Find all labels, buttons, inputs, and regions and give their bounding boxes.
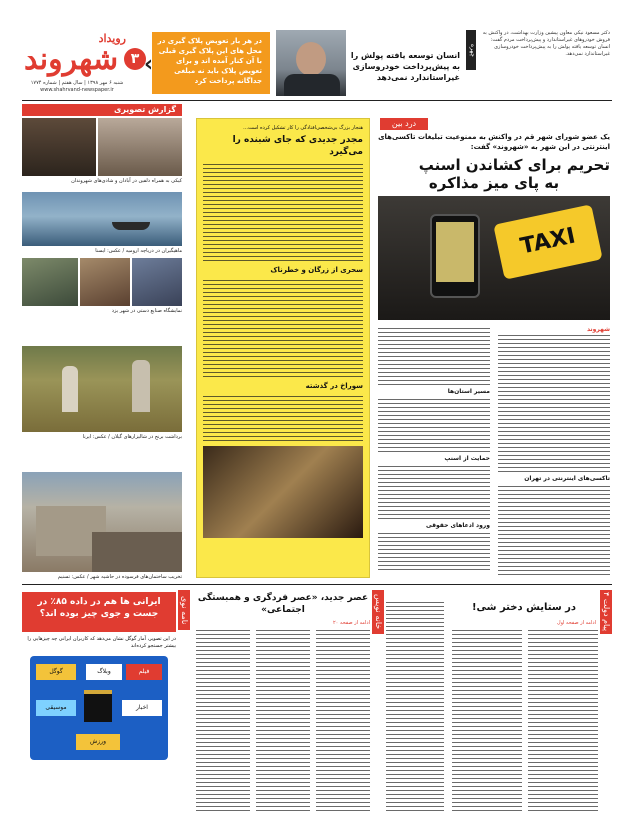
photo-3-right — [132, 258, 182, 306]
article-2-body-col-1 — [196, 628, 250, 814]
article-1-body-col-1 — [386, 600, 444, 814]
bottom-left-label: نامه نوی — [180, 595, 189, 625]
photo-caption-3: نمایشگاه صنایع دستی در شهر یزد — [111, 308, 182, 314]
bottom-right-label: پیام دولت ۴ — [602, 592, 611, 632]
main-subhead-4: تاکسی‌های اینترنتی در تهران — [524, 475, 610, 482]
yellow-body-3 — [203, 394, 363, 442]
main-body-col-right — [498, 326, 610, 578]
interview-tag — [466, 30, 476, 70]
article-1-body-col-2 — [452, 628, 522, 814]
infographic-item-4: اخبار — [122, 700, 162, 716]
photo-1-ship-room — [22, 118, 96, 176]
main-subhead-2: حمایت از اسنپ — [444, 455, 490, 462]
logo-block — [22, 32, 132, 94]
phone-screen-map — [436, 222, 474, 282]
quote-icon: ‹ — [144, 52, 154, 77]
portrait-suit — [284, 74, 340, 96]
infographic-title-box — [22, 592, 176, 632]
main-headline-1: تحریم برای کشاندن اسنپ — [418, 156, 610, 174]
main-body-text-3 — [378, 464, 490, 520]
boat — [112, 222, 150, 230]
orange-teaser-text: در هر بار تعویض پلاک گیری در محل های این پلاک گیری قبلی با آن کنار آمده اند و برای تعویض پلاک باید نه مبلغی جداگانه پرداخت کرد — [157, 37, 262, 85]
main-body-col-left — [378, 326, 490, 578]
bottom-left-tag — [178, 590, 190, 630]
phone-in-hand — [430, 214, 480, 298]
taxi-sign-text: TAXI — [518, 223, 578, 260]
logo-word: شهروند — [24, 42, 119, 77]
interview-headline: انسان توسعه یافته پولش را به پیش‌پرداخت خودروسازی غیراستاندارد نمی‌دهد — [350, 51, 460, 82]
photo-1-courtyard — [98, 118, 182, 176]
infographic-item-0: گوگل — [36, 664, 76, 680]
infographic-item-3: موسیقی — [36, 700, 76, 716]
photo-3-left — [22, 258, 78, 306]
infographic-title: ایرانی ها هم در داده ۸۵٪ در جست و جوی چیز بوده اند؟ — [37, 597, 161, 619]
photo-report-header — [22, 104, 182, 116]
infographic-item-2: فیلم — [126, 664, 162, 680]
interview-portrait — [276, 30, 346, 96]
main-section-tag — [380, 118, 428, 130]
main-subhead-3: ورود ادعاهای حقوقی — [426, 522, 490, 529]
taxi-photo — [378, 196, 610, 320]
main-body-text-2 — [378, 397, 490, 453]
top-right-text — [480, 30, 610, 94]
article-2-title: عصر جدید، «عصر فردگری و همبستگی اجتماعی» — [197, 593, 369, 615]
photo-caption-2: ماهیگیران در دریاچه ارومیه / عکس: ایسنا — [95, 248, 182, 254]
interview-tag-label: چهره — [469, 43, 476, 57]
taxi-sign — [493, 204, 602, 280]
yellow-column — [196, 118, 370, 578]
main-body-text-1 — [378, 326, 490, 386]
bottom-rule — [22, 584, 612, 585]
photo-3-mid — [80, 258, 130, 306]
photo-4-rice-field — [22, 346, 182, 432]
yellow-body-1 — [203, 162, 363, 262]
main-body-text-6 — [498, 484, 610, 576]
photo-2-lake — [22, 192, 182, 246]
orange-teaser-box — [144, 32, 270, 94]
ruin-rubble — [92, 532, 182, 572]
farmer-1 — [62, 366, 78, 412]
yellow-subhead-1: سحری از زرگان و خطرناک — [270, 266, 363, 274]
infographic-kaaba-icon — [84, 690, 112, 722]
infographic-panel — [30, 656, 168, 760]
farmer-2 — [132, 360, 150, 412]
yellow-photo-jewelry — [203, 446, 363, 538]
top-right-paragraph: دکتر مسعود نیکی معاون پیشین وزارت بهداشت، در واکنش به فروش خودروهای غیراستاندارد و پیش‌پرداخت مردم گفت: انسان توسعه یافته پولش را به پیش‌پرداخت خودروسازی غیراستاندارد نمی‌دهد. — [482, 30, 610, 57]
photo-5-ruins — [22, 472, 182, 572]
main-section-label: درد بین — [391, 119, 417, 128]
infographic-subtitle: در این تصویر، آمار گوگل نشان می‌دهد که کاربران ایرانی چه چیزهایی را بیشتر جستجو کرده‌اند — [27, 636, 176, 649]
main-body-text-4 — [378, 531, 490, 571]
bottom-mid-label: خانه نویس — [374, 594, 383, 630]
yellow-top-note: هنجار بزرگ بی‌شخصی‌افتادگی را کار تشکیل کرده است... — [243, 125, 363, 131]
infographic-item-1: وبلاگ — [86, 664, 122, 680]
photo-report-label: گزارش تصویری — [113, 105, 176, 114]
page-number-badge — [124, 48, 146, 70]
page-number: ۳ — [130, 51, 140, 67]
article-2-body-col-2 — [256, 628, 310, 814]
bottom-mid-tag — [372, 590, 384, 634]
photo-caption-4: برداشت برنج در شالیزارهای گیلان / عکس: ایرنا — [82, 434, 182, 440]
yellow-subhead-2: سوراخ در گذشته — [305, 382, 363, 390]
date-line: شنبه ۶ مهر ۱۳۹۸ | سال هفتم | شماره ۱۷۷۴ — [30, 80, 124, 86]
website: www.shahrvand-newspaper.ir — [40, 87, 114, 93]
bottom-right-tag — [600, 590, 612, 634]
main-body-text-5 — [498, 333, 610, 473]
yellow-body-2 — [203, 278, 363, 378]
photo-caption-5: تخریب ساختمان‌های فرسوده در حاشیه شهر / عکس: تسنیم — [57, 574, 182, 580]
article-2-byline: ادامه از صفحه ۲۰ — [333, 620, 370, 626]
logo-small-label: رویداد — [98, 32, 126, 45]
portrait-head — [296, 42, 326, 76]
main-body-lead: شهروند — [586, 326, 610, 333]
infographic-item-5: ورزش — [76, 734, 120, 750]
main-subhead-1: مسیر استان‌ها — [447, 388, 490, 395]
main-headline-2: به پای میز مذاکره — [428, 174, 560, 192]
article-1-title: در ستایش دختر شی! — [471, 602, 577, 613]
article-2-body-col-3 — [316, 628, 370, 814]
article-1-body-col-3 — [528, 628, 598, 814]
photo-caption-1: کیکی به همراه دلفین در آبادان و شادی‌های شهروندان — [71, 178, 182, 184]
yellow-headline: مجدر جدیدی که جای شبنده را می‌گیرد — [232, 135, 363, 157]
main-kicker: یک عضو شورای شهر قم در واکنش به ممنوعیت تبلیغات تاکسی‌های اینترنتی در این شهر به «شهروند» گفت: — [378, 133, 610, 151]
article-1-byline: ادامه از صفحه اول — [556, 620, 596, 626]
masthead-rule — [22, 100, 612, 101]
